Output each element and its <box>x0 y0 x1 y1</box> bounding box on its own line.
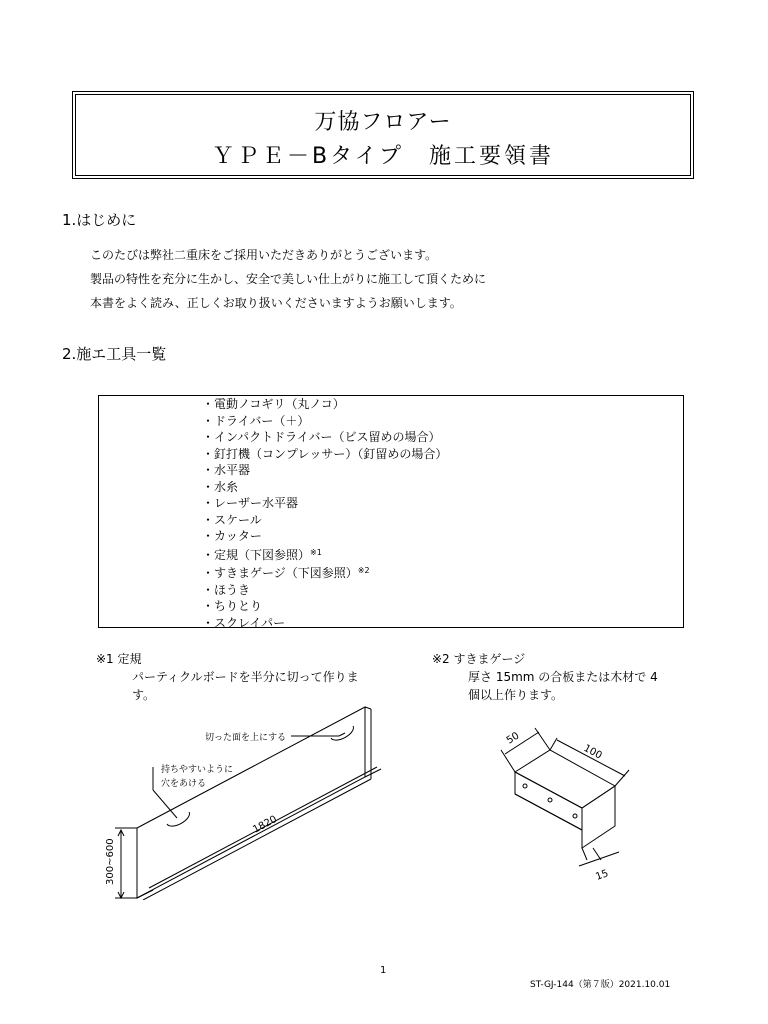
title-line-2: ＹＰＥ－Bタイプ 施工要領書 <box>212 144 554 169</box>
ruler-board-diagram <box>95 700 395 900</box>
list-item: ・水平器 <box>202 463 251 477</box>
dim-thick-label: 15 <box>594 868 610 883</box>
list-item: ・ほうき <box>202 582 251 597</box>
list-item: ・カッター <box>202 529 262 543</box>
note-2-title: ※2 すきまゲージ <box>432 652 526 666</box>
list-item: ・ちりとり <box>202 599 263 613</box>
dim-depth-label: 50 <box>504 730 522 747</box>
note-1-title: ※1 定規 <box>96 652 142 666</box>
document-code: ST-GJ-144（第７版）2021.10.01 <box>530 980 671 990</box>
note-1-line-1: パーティクルボードを半分に切って作りま <box>132 670 359 684</box>
tools-list <box>202 396 447 631</box>
note-2 <box>432 650 658 704</box>
label-hole-2: 穴をあける <box>161 779 207 789</box>
gauge-side <box>582 786 615 848</box>
note-2-line-2: 個以上作ります。 <box>468 688 564 702</box>
intro-line: 製品の特性を充分に生かし、安全で美しい仕上がりに施工して頂くために <box>90 272 487 286</box>
hole-left <box>167 812 189 826</box>
note-ref-1: ※1 <box>310 547 322 557</box>
tools-list-box <box>98 395 684 628</box>
intro-text <box>90 243 486 315</box>
section-1-heading: 1.はじめに <box>62 211 137 229</box>
label-hole-1: 持ちやすいように <box>161 765 234 775</box>
list-item: ・ドライバー（＋） <box>202 413 310 428</box>
list-item: ・スケール <box>202 512 262 527</box>
gap-gauge-diagram <box>495 720 655 890</box>
intro-line: 本書をよく読み、正しくお取り扱いくださいますようお願いします。 <box>90 296 462 310</box>
list-item: ・インパクトドライバー（ビス留めの場合） <box>202 430 441 444</box>
list-item-label: ・定規（下図参照） <box>202 547 311 562</box>
list-item: ・スクレイパー <box>202 615 286 630</box>
list-item <box>202 545 447 564</box>
list-item: ・レーザー水平器 <box>202 496 299 510</box>
hole-right <box>331 726 353 740</box>
list-item: ・水糸 <box>202 479 239 494</box>
section-2-heading: 2.施エ工具一覧 <box>62 345 167 363</box>
list-item: ・電動ノコギリ（丸ノコ） <box>202 397 345 411</box>
list-item <box>202 563 447 582</box>
dim-length-label: 1820 <box>251 813 279 836</box>
title-line-1: 万協フロアー <box>314 110 452 135</box>
page-number: 1 <box>380 965 387 976</box>
dim-height-label: 300~600 <box>105 838 116 885</box>
note-2-line-1: 厚さ 15mm の合板または木材で 4 <box>468 670 658 684</box>
list-item-label: ・すきまゲージ（下図参照） <box>202 566 358 580</box>
intro-line: このたびは弊社二重床をご採用いただきありがとうございます。 <box>90 248 438 262</box>
note-ref-2: ※2 <box>357 566 370 575</box>
note-1 <box>96 650 359 704</box>
label-cut-face: 切った面を上にする <box>205 733 287 743</box>
title-box <box>72 91 694 179</box>
note-1-line-2: す。 <box>132 688 156 702</box>
dim-width-label: 100 <box>581 742 604 762</box>
list-item: ・釘打機（コンプレッサー）（釘留めの場合） <box>202 446 448 461</box>
